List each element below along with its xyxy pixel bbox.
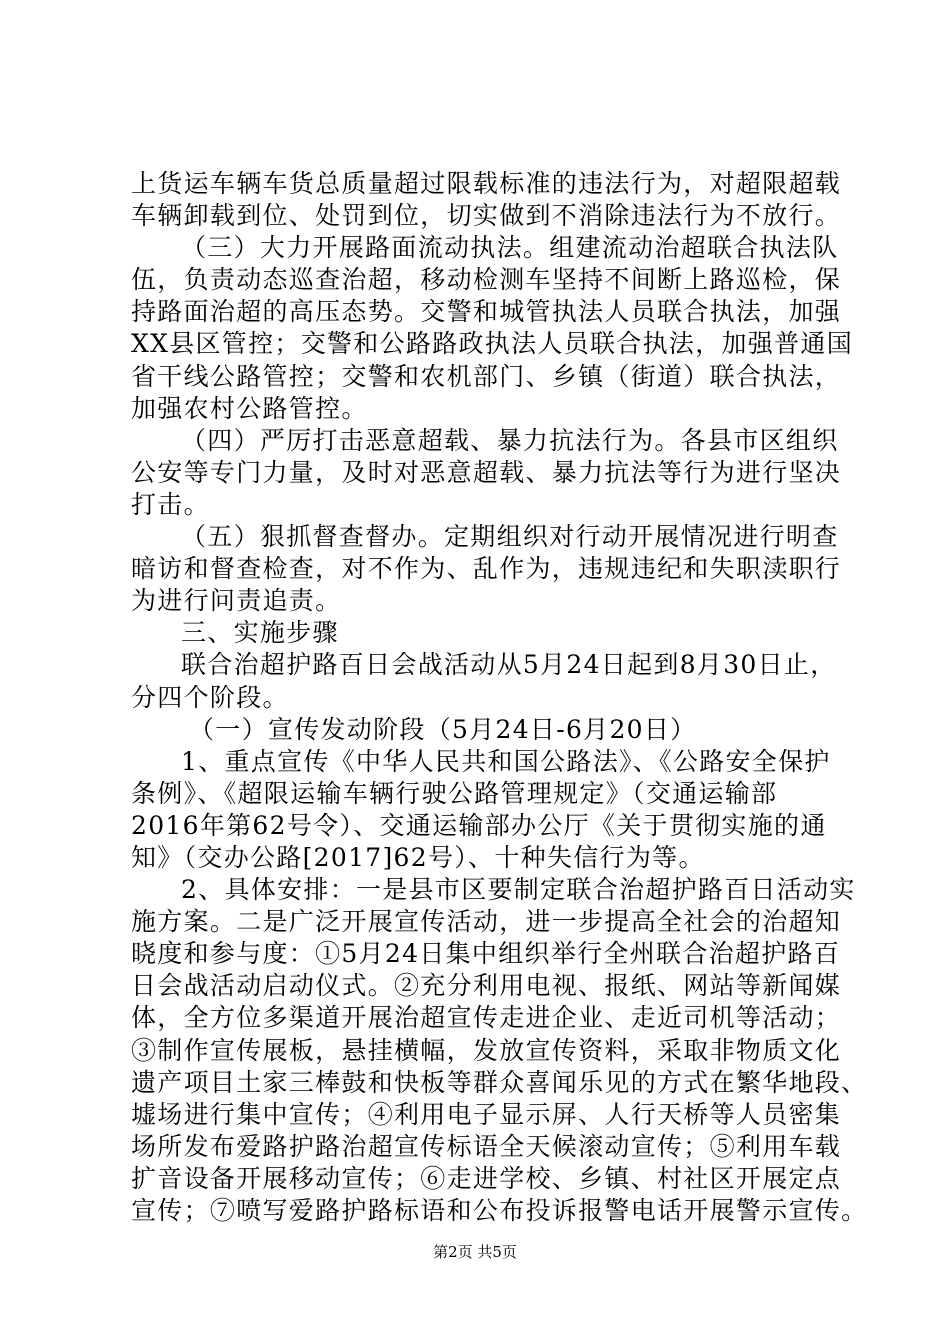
text-line: ③制作宣传展板，悬挂横幅，发放宣传资料，采取非物质文化: [131, 1035, 842, 1065]
text-line: 2、具体安排：一是县市区要制定联合治超护路百日活动实: [181, 875, 856, 905]
text-line: 暗访和督查检查，对不作为、乱作为，违规违纪和失职渎职行: [131, 554, 842, 584]
text-line: 施方案。二是广泛开展宣传活动，进一步提高全社会的治超知: [131, 907, 842, 937]
text-line: 条例》、《超限运输车辆行驶公路管理规定》（交通运输部: [131, 778, 778, 808]
text-line: 加强农村公路管控。: [131, 393, 368, 423]
text-line: 晓度和参与度：①5月24日集中组织举行全州联合治超护路百: [131, 939, 841, 969]
text-line: 体，全方位多渠道开展治超宣传走进企业、走近司机等活动；: [131, 1003, 842, 1033]
text-line: 墟场进行集中宣传；④利用电子显示屏、人行天桥等人员密集: [131, 1099, 842, 1129]
text-line: 遗产项目土家三棒鼓和快板等群众喜闻乐见的方式在繁华地段、: [131, 1067, 868, 1097]
text-line: 联合治超护路百日会战活动从5月24日起到8月30日止，: [181, 650, 837, 680]
text-line: 2016年第62号令）、交通运输部办公厅《关于贯彻实施的通: [131, 810, 827, 840]
text-line: 车辆卸载到位、处罚到位，切实做到不消除违法行为不放行。: [131, 201, 842, 231]
text-line: 分四个阶段。: [131, 682, 289, 712]
text-line: 伍，负责动态巡查治超，移动检测车坚持不间断上路巡检，保: [131, 265, 842, 295]
text-line: 1、重点宣传《中华人民共和国公路法》、《公路安全保护: [181, 746, 831, 776]
text-line: 日会战活动启动仪式。②充分利用电视、报纸、网站等新闻媒: [131, 971, 842, 1001]
text-line: XX县区管控；交警和公路路政执法人员联合执法，加强普通国: [131, 329, 853, 359]
page-number-footer: 第2页 共5页: [433, 1243, 517, 1261]
text-line: 打击。: [131, 489, 210, 519]
text-line: 上货运车辆车货总质量超过限载标准的违法行为，对超限超载: [131, 169, 842, 198]
paragraph-heading-5: （五）狠抓督查督办。定期组织对行动开展情况进行明查: [181, 522, 839, 552]
text-line: 省干线公路管控；交警和农机部门、乡镇（街道）联合执法，: [131, 361, 842, 391]
text-line: 扩音设备开展移动宣传；⑥走进学校、乡镇、村社区开展定点: [131, 1163, 842, 1193]
subsection-heading: （一）宣传发动阶段（5月24日-6月20日）: [189, 714, 697, 744]
text-line: 公安等专门力量，及时对恶意超载、暴力抗法等行为进行坚决: [131, 457, 842, 487]
section-heading: 三、实施步骤: [181, 618, 339, 648]
paragraph-heading-4: （四）严厉打击恶意超载、暴力抗法行为。各县市区组织: [181, 425, 839, 455]
text-line: 知》（交办公路[2017]62号）、十种失信行为等。: [131, 842, 705, 872]
text-line: 持路面治超的高压态势。交警和城管执法人员联合执法，加强: [131, 297, 842, 327]
paragraph-heading-3: （三）大力开展路面流动执法。组建流动治超联合执法队: [181, 233, 839, 263]
document-body: [131, 168, 868, 1227]
text-line: 宣传；⑦喷写爱路护路标语和公布投诉报警电话开展警示宣传。: [131, 1196, 868, 1225]
text-line: 场所发布爱路护路治超宣传标语全天候滚动宣传；⑤利用车载: [131, 1131, 842, 1161]
text-line: 为进行问责追责。: [131, 586, 342, 616]
